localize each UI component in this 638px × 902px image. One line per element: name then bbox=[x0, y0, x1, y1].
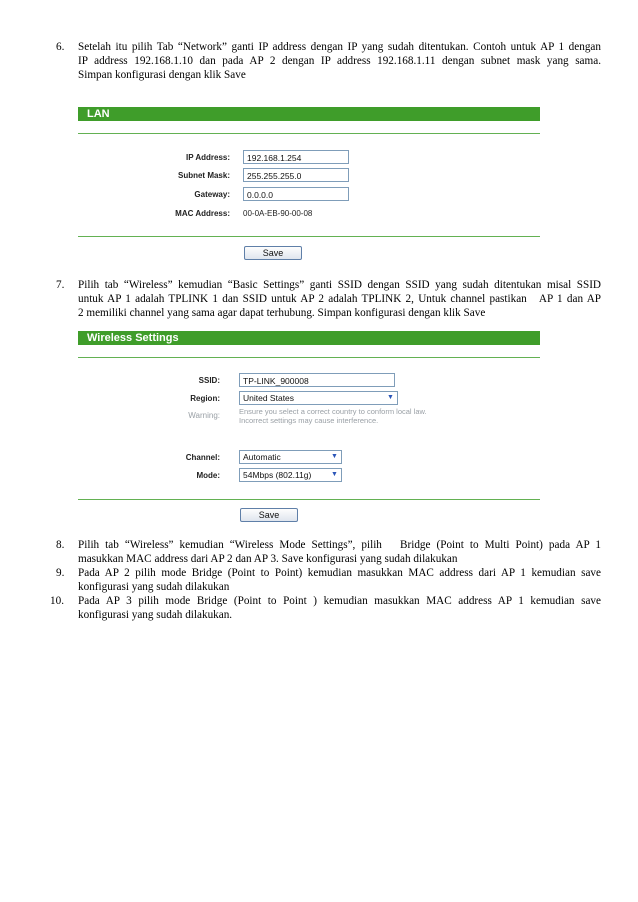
mode-row bbox=[78, 468, 540, 486]
step-line: Pada AP 2 pilih mode Bridge (Point to Point) kemudian masukkan MAC address dari AP 1 kemudian save bbox=[78, 567, 601, 579]
region-label: Region: bbox=[190, 394, 220, 403]
step-text bbox=[78, 40, 601, 82]
divider bbox=[78, 236, 540, 237]
gateway-input[interactable]: 0.0.0.0 bbox=[243, 187, 349, 201]
ip-address-label: IP Address: bbox=[185, 153, 230, 162]
warning-line: Incorrect settings may cause interference. bbox=[239, 416, 379, 425]
save-button[interactable]: Save bbox=[240, 508, 298, 522]
step-number: 6. bbox=[56, 41, 65, 53]
subnet-mask-input[interactable]: 255.255.255.0 bbox=[243, 168, 349, 182]
step-line: Simpan konfigurasi dengan klik Save bbox=[78, 69, 246, 81]
region-select[interactable] bbox=[239, 391, 398, 405]
step-text bbox=[78, 594, 601, 622]
step-6 bbox=[56, 40, 601, 82]
step-line: Pada AP 3 pilih mode Bridge (Point to Point ) kemudian masukkan MAC address AP 1 kemudian save bbox=[78, 595, 601, 607]
ip-address-row bbox=[78, 150, 540, 168]
lan-settings-panel bbox=[78, 107, 540, 265]
step-line: konfigurasi yang sudah dilakukan bbox=[78, 581, 230, 593]
step-line: Pilih tab “Wireless” kemudian “Basic Settings” ganti SSID dengan SSID yang sudah ditentukan misal SSID bbox=[78, 279, 601, 291]
step-text bbox=[78, 278, 601, 320]
mode-select[interactable] bbox=[239, 468, 342, 482]
panel-title: Wireless Settings bbox=[78, 331, 540, 345]
step-text bbox=[78, 566, 601, 594]
mac-address-value: 00-0A-EB-90-00-08 bbox=[243, 209, 313, 218]
save-button[interactable]: Save bbox=[244, 246, 302, 260]
channel-value: Automatic bbox=[243, 452, 281, 462]
mode-value: 54Mbps (802.11g) bbox=[243, 470, 312, 480]
step-8 bbox=[56, 538, 601, 566]
ssid-label: SSID: bbox=[198, 376, 220, 385]
gateway-row bbox=[78, 187, 540, 205]
warning-text bbox=[239, 407, 427, 425]
step-7 bbox=[56, 278, 601, 320]
step-number: 7. bbox=[56, 279, 65, 291]
step-line: Setelah itu pilih Tab “Network” ganti IP address dengan IP yang sudah ditentukan. Contoh untuk AP 1 dengan bbox=[78, 41, 601, 53]
panel-title: LAN bbox=[78, 107, 540, 121]
divider bbox=[78, 357, 540, 358]
step-line: Pilih tab “Wireless” kemudian “Wireless Mode Settings”, pilih Bridge (Point to Multi Point) pada AP 1 bbox=[78, 539, 601, 551]
gateway-label: Gateway: bbox=[194, 190, 230, 199]
divider bbox=[78, 499, 540, 500]
wireless-settings-panel bbox=[78, 331, 540, 523]
step-line: 2 memiliki channel yang sama agar dapat terhubung. Simpan konfigurasi dengan klik Save bbox=[78, 307, 486, 319]
warning-label: Warning: bbox=[188, 411, 220, 420]
channel-row bbox=[78, 450, 540, 468]
step-number: 10. bbox=[50, 595, 64, 607]
step-number: 8. bbox=[56, 539, 65, 551]
warning-line: Ensure you select a correct country to conform local law. bbox=[239, 407, 427, 416]
ssid-input[interactable]: TP-LINK_900008 bbox=[239, 373, 395, 387]
ssid-row bbox=[78, 373, 540, 391]
channel-select[interactable] bbox=[239, 450, 342, 464]
divider bbox=[78, 133, 540, 134]
region-value: United States bbox=[243, 393, 295, 403]
step-line: masukkan MAC address dari AP 2 dan AP 3. Save konfigurasi yang sudah dilakukan bbox=[78, 553, 458, 565]
step-number: 9. bbox=[56, 567, 65, 579]
step-line: untuk AP 1 adalah TPLINK 1 dan SSID untuk AP 2 adalah TPLINK 2, Untuk channel pastikan AP 1 dan AP bbox=[78, 293, 601, 305]
step-line: IP address 192.168.1.10 dan pada AP 2 dengan IP address 192.168.1.11 dengan subnet mask yang sama. bbox=[78, 55, 601, 67]
step-9 bbox=[56, 566, 601, 594]
mode-label: Mode: bbox=[196, 471, 220, 480]
chevron-down-icon[interactable]: ▼ bbox=[385, 393, 396, 403]
ip-address-input[interactable]: 192.168.1.254 bbox=[243, 150, 349, 164]
step-10 bbox=[50, 594, 601, 622]
chevron-down-icon[interactable]: ▼ bbox=[329, 452, 340, 462]
channel-label: Channel: bbox=[185, 453, 220, 462]
mac-address-row bbox=[78, 206, 540, 224]
step-line: konfigurasi yang sudah dilakukan. bbox=[78, 609, 233, 621]
warning-row bbox=[78, 408, 540, 432]
mac-address-label: MAC Address: bbox=[175, 209, 230, 218]
step-text bbox=[78, 538, 601, 566]
subnet-mask-label: Subnet Mask: bbox=[177, 171, 230, 180]
subnet-mask-row bbox=[78, 168, 540, 186]
chevron-down-icon[interactable]: ▼ bbox=[329, 470, 340, 480]
